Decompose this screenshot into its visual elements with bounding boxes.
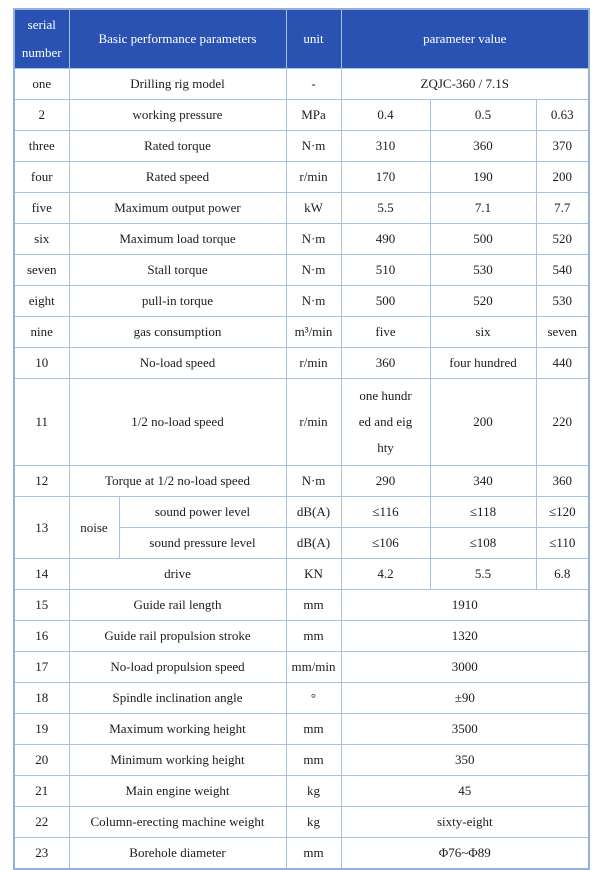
cell-serial: 13 [14,497,69,559]
cell-unit: N·m [286,131,341,162]
table-row [14,807,589,838]
cell-value-1: 310 [341,131,430,162]
cell-unit: kg [286,807,341,838]
cell-param: Torque at 1/2 no-load speed [69,466,286,497]
table-row [14,348,589,379]
cell-serial: 17 [14,652,69,683]
table-row [14,131,589,162]
cell-param: Minimum working height [69,745,286,776]
table-row [14,590,589,621]
cell-param-sub: sound pressure level [119,528,286,559]
cell-serial: eight [14,286,69,317]
cell-value-merged: 1320 [341,621,589,652]
cell-serial: three [14,131,69,162]
table-row [14,621,589,652]
table-row [14,162,589,193]
cell-serial: six [14,224,69,255]
table-row [14,317,589,348]
table-row [14,69,589,100]
cell-unit: - [286,69,341,100]
cell-value-2: 200 [430,379,536,466]
cell-unit: MPa [286,100,341,131]
cell-value-2: ≤118 [430,497,536,528]
col-header-serial-line1: serial [27,17,56,32]
col-header-serial [14,9,69,69]
cell-value-1: 5.5 [341,193,430,224]
cell-param: Rated torque [69,131,286,162]
cell-serial: 20 [14,745,69,776]
cell-param: Rated speed [69,162,286,193]
cell-unit: kW [286,193,341,224]
cell-value-2: 340 [430,466,536,497]
cell-serial: 19 [14,714,69,745]
cell-param-sub: sound power level [119,497,286,528]
cell-unit: ° [286,683,341,714]
cell-serial: 11 [14,379,69,466]
cell-param: Main engine weight [69,776,286,807]
cell-param: Stall torque [69,255,286,286]
cell-value-3: 370 [536,131,589,162]
cell-serial: 16 [14,621,69,652]
cell-value-1: 490 [341,224,430,255]
cell-param: Maximum output power [69,193,286,224]
table-row [14,714,589,745]
cell-value-3: seven [536,317,589,348]
cell-unit: m³/min [286,317,341,348]
cell-param: Borehole diameter [69,838,286,870]
cell-value-merged: ZQJC-360 / 7.1S [341,69,589,100]
cell-serial: 2 [14,100,69,131]
table-row [14,255,589,286]
cell-value-2: ≤108 [430,528,536,559]
cell-serial: nine [14,317,69,348]
col-header-unit: unit [286,9,341,69]
cell-value-2: 360 [430,131,536,162]
cell-value-3: 520 [536,224,589,255]
table-row [14,224,589,255]
cell-serial: 22 [14,807,69,838]
cell-value-1: 170 [341,162,430,193]
cell-value-2: 7.1 [430,193,536,224]
cell-value-2: 520 [430,286,536,317]
cell-value-3: 440 [536,348,589,379]
cell-value-2: 530 [430,255,536,286]
cell-unit: N·m [286,286,341,317]
cell-value-merged: 3000 [341,652,589,683]
cell-value-1: 4.2 [341,559,430,590]
cell-value-3: 360 [536,466,589,497]
cell-param: Guide rail propulsion stroke [69,621,286,652]
table-row [14,683,589,714]
cell-param-group: noise [69,497,119,559]
table-row [14,745,589,776]
table-row [14,559,589,590]
cell-unit: mm [286,590,341,621]
cell-value-3: ≤120 [536,497,589,528]
cell-param: drive [69,559,286,590]
cell-param: Guide rail length [69,590,286,621]
table-row [14,652,589,683]
cell-serial: 18 [14,683,69,714]
cell-value-2: six [430,317,536,348]
table-row [14,286,589,317]
cell-unit: KN [286,559,341,590]
cell-unit: N·m [286,255,341,286]
cell-value-1: ≤106 [341,528,430,559]
cell-value-2: 0.5 [430,100,536,131]
cell-value-merged: 3500 [341,714,589,745]
table-row [14,466,589,497]
cell-param: No-load speed [69,348,286,379]
cell-param: No-load propulsion speed [69,652,286,683]
cell-param: pull-in torque [69,286,286,317]
cell-unit: mm [286,714,341,745]
cell-serial: 14 [14,559,69,590]
cell-value-merged: 1910 [341,590,589,621]
cell-value-merged: 45 [341,776,589,807]
cell-serial: 23 [14,838,69,870]
cell-value-1: 290 [341,466,430,497]
cell-value-1: 360 [341,348,430,379]
cell-value-2: 500 [430,224,536,255]
cell-value-1 [341,379,430,466]
cell-value-1: 0.4 [341,100,430,131]
table-row-noise-1 [14,497,589,528]
cell-param: Drilling rig model [69,69,286,100]
cell-value-merged: sixty-eight [341,807,589,838]
cell-value-text: one hundred and eighty [358,388,413,455]
cell-value-3: 530 [536,286,589,317]
col-header-serial-line2: number [21,45,62,60]
cell-unit: dB(A) [286,528,341,559]
cell-param: working pressure [69,100,286,131]
cell-serial: four [14,162,69,193]
table-row [14,100,589,131]
cell-param: 1/2 no-load speed [69,379,286,466]
cell-param: Maximum working height [69,714,286,745]
cell-unit: mm/min [286,652,341,683]
cell-param: Spindle inclination angle [69,683,286,714]
cell-serial: 12 [14,466,69,497]
cell-unit: mm [286,838,341,870]
cell-value-3: 540 [536,255,589,286]
cell-value-1: five [341,317,430,348]
cell-value-merged: ±90 [341,683,589,714]
cell-serial: seven [14,255,69,286]
cell-value-1: 500 [341,286,430,317]
cell-serial: 15 [14,590,69,621]
cell-value-1: ≤116 [341,497,430,528]
cell-unit: N·m [286,466,341,497]
cell-value-2: 190 [430,162,536,193]
header-row [14,9,589,69]
table-row [14,838,589,870]
cell-unit: kg [286,776,341,807]
cell-unit: r/min [286,162,341,193]
col-header-params: Basic performance parameters [69,9,286,69]
cell-serial: one [14,69,69,100]
cell-value-1: 510 [341,255,430,286]
cell-unit: mm [286,745,341,776]
cell-value-3: 0.63 [536,100,589,131]
cell-unit: r/min [286,379,341,466]
cell-param: gas consumption [69,317,286,348]
cell-unit: mm [286,621,341,652]
cell-serial: five [14,193,69,224]
cell-serial: 10 [14,348,69,379]
cell-value-merged: 350 [341,745,589,776]
table-row [14,193,589,224]
cell-serial: 21 [14,776,69,807]
cell-param: Maximum load torque [69,224,286,255]
cell-value-merged: Φ76~Φ89 [341,838,589,870]
cell-value-3: 6.8 [536,559,589,590]
cell-value-2: four hundred [430,348,536,379]
cell-value-3: 7.7 [536,193,589,224]
cell-param: Column-erecting machine weight [69,807,286,838]
col-header-value: parameter value [341,9,589,69]
table-row [14,776,589,807]
cell-value-2: 5.5 [430,559,536,590]
table-row [14,379,589,466]
cell-value-3: 220 [536,379,589,466]
cell-unit: N·m [286,224,341,255]
spec-table [13,8,590,870]
cell-unit: r/min [286,348,341,379]
cell-value-3: ≤110 [536,528,589,559]
cell-value-3: 200 [536,162,589,193]
cell-unit: dB(A) [286,497,341,528]
